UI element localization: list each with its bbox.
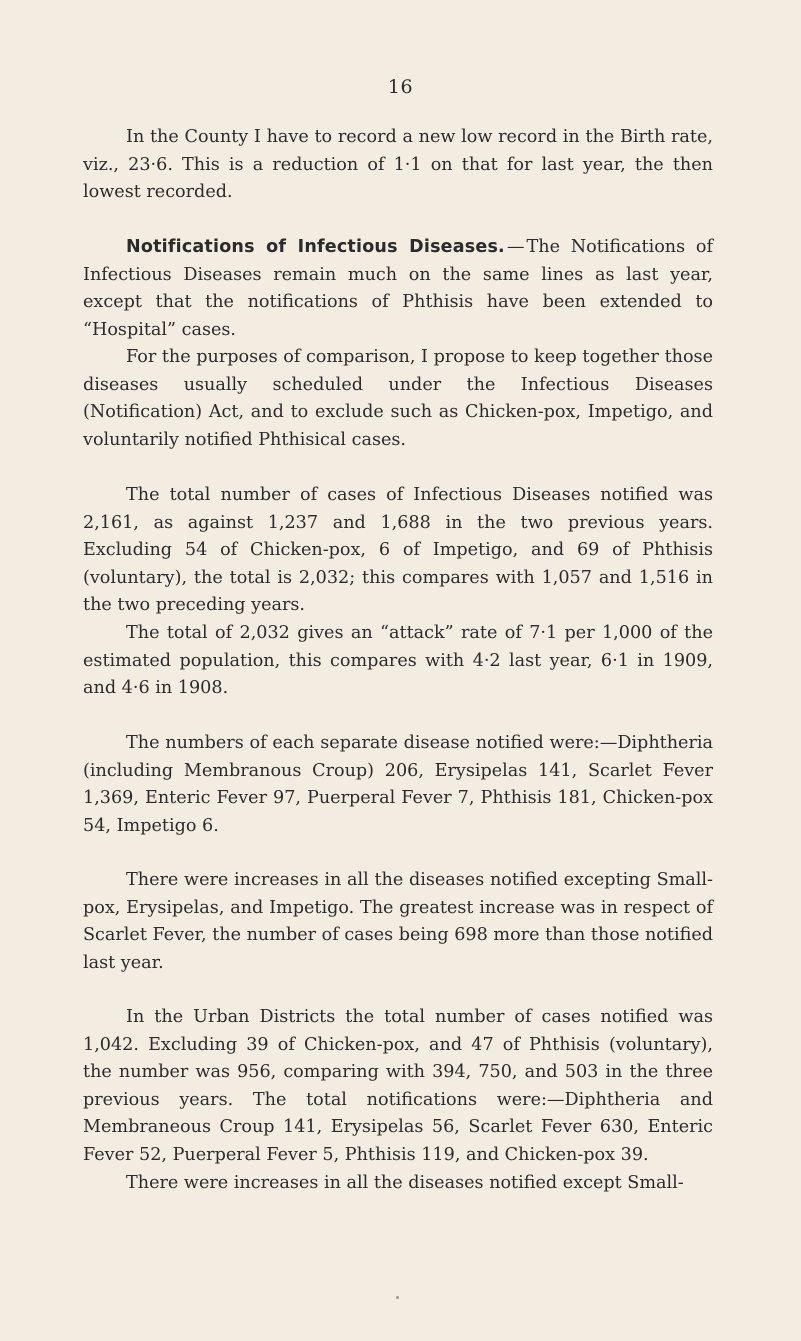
- paragraph-total-cases-text: The total number of cases of Infectious Diseases notified was 2,161, as against 1,237 and 1,688 in the two previous years. Excluding 54 of Chicken-pox, 6 of Impetigo, and 69 of Phthisis (voluntary), the total is 2,032; this compares with 1,057 and 1,516 in the two preceding years.: [83, 485, 713, 615]
- paragraph-urban-districts-text: In the Urban Districts the total number of cases notified was 1,042. Excluding 39 of Chicken-pox, and 47 of Phthisis (voluntary), the number was 956, comparing with 394, 750, and 503 in the three previous years. The total notifications were:—Diphtheria and Membraneous Croup 141, Erysipelas 56, Scarlet Fever 630, Enteric Fever 52, Puerperal Fever 5, Phthisis 119, and Chicken-pox 39.: [83, 1007, 713, 1165]
- paper-speck: [396, 1296, 399, 1299]
- page-number: 16: [387, 76, 414, 98]
- paragraph-comparison-text: For the purposes of comparison, I propose to keep together those diseases usually scheduled under the Infectious Diseases (Notification) Act, and to exclude such as Chicken-pox, Impetigo, and voluntarily notified Phthisical cases.: [83, 347, 713, 450]
- paragraph-birth-rate-text: In the County I have to record a new low record in the Birth rate, viz., 23·6. This is a reduction of 1·1 on that for last year, the then lowest recorded.: [83, 127, 713, 202]
- section-heading: Notifications of Infectious Diseases.: [126, 237, 505, 257]
- paragraph-increases: [83, 867, 713, 977]
- paragraph-continued-text: There were increases in all the diseases notified except Small-: [126, 1173, 684, 1193]
- paragraph-continued: [83, 1170, 713, 1198]
- paragraph-urban-districts: [83, 1004, 713, 1169]
- paragraph-increases-text: There were increases in all the diseases notified excepting Small-pox, Erysipelas, and Impetigo. The greatest increase was in respect of Scarlet Fever, the number of cases being 698 more than those notified last year.: [83, 870, 713, 973]
- paragraph-comparison: [83, 344, 713, 454]
- paragraph-birth-rate: [83, 124, 713, 207]
- paragraph-disease-numbers: [83, 730, 713, 840]
- paragraph-disease-numbers-text: The numbers of each separate disease notified were:—Diphtheria (including Membranous Croup) 206, Erysipelas 141, Scarlet Fever 1,369, Enteric Fever 97, Puerperal Fever 7, Phthisis 181, Chicken-pox 54, Impetigo 6.: [83, 733, 713, 836]
- paragraph-notifications: [83, 234, 713, 344]
- paragraph-notifications-text: [83, 234, 713, 344]
- paragraph-notifications-body: The Notifications of Infectious Diseases remain much on the same lines as last year, except that the notifications of Phthisis have been extended to “Hospital” cases.: [83, 237, 713, 340]
- paragraph-attack-rate: [83, 620, 713, 703]
- paragraph-total-cases: [83, 482, 713, 620]
- paragraph-attack-rate-text: The total of 2,032 gives an “attack” rate of 7·1 per 1,000 of the estimated population, this compares with 4·2 last year, 6·1 in 1909, and 4·6 in 1908.: [83, 623, 713, 698]
- heading-dash: —: [506, 237, 525, 257]
